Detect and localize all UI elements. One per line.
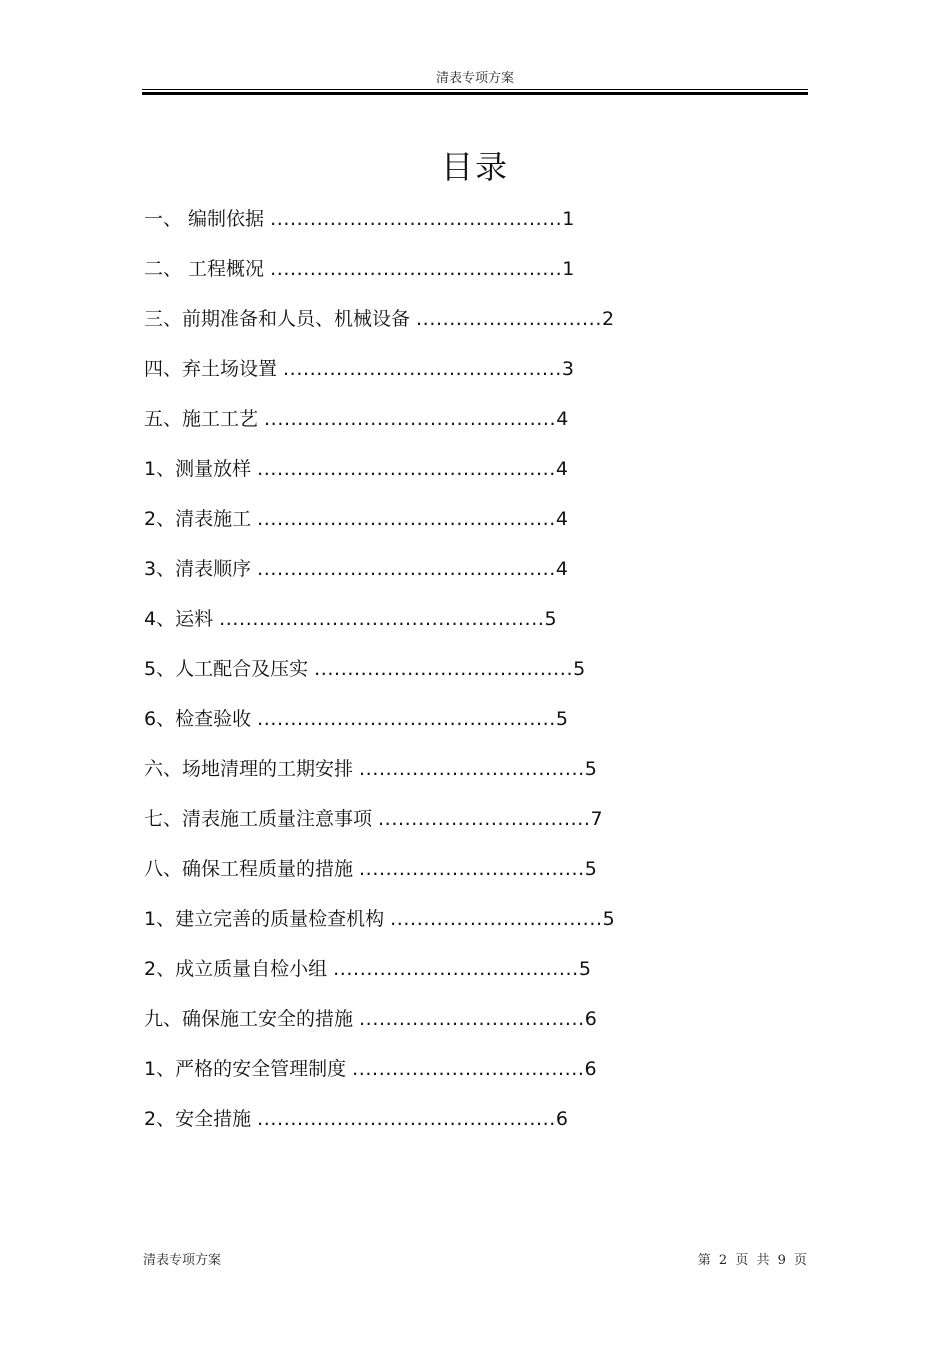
toc-dot-leader: .................................. [359, 758, 585, 780]
toc-entry-text: 3、清表顺序 [144, 558, 258, 580]
table-of-contents [144, 203, 804, 1153]
toc-entry-text: 二、 工程概况 [144, 258, 271, 280]
toc-dot-leader: ................................... [352, 1058, 585, 1080]
toc-page-number: 4 [555, 558, 569, 580]
toc-entry-text: 四、弃土场设置 [144, 358, 284, 380]
toc-entry[interactable] [144, 603, 804, 653]
toc-dot-leader: ............................................ [264, 408, 557, 430]
toc-entry[interactable] [144, 903, 804, 953]
toc-page-number: 5 [578, 958, 591, 980]
toc-entry-text: 九、确保施工安全的措施 [144, 1008, 360, 1030]
toc-title: 目录 [440, 148, 509, 186]
toc-entry[interactable] [144, 1053, 804, 1103]
toc-entry[interactable] [144, 1003, 804, 1053]
header-divider-thick [142, 92, 808, 95]
toc-page-number: 3 [561, 358, 575, 380]
toc-entry[interactable] [144, 953, 804, 1003]
toc-entry[interactable] [144, 753, 804, 803]
toc-entry-text: 4、运料 [144, 608, 220, 630]
page-header-title: 清表专项方案 [435, 71, 514, 86]
toc-entry[interactable] [144, 653, 804, 703]
toc-dot-leader: .................................. [359, 858, 585, 880]
toc-entry-text: 五、施工工艺 [144, 408, 265, 430]
page-footer-page-count: 第 2 页 共 9 页 [697, 1253, 807, 1268]
toc-entry-text: 1、建立完善的质量检查机构 [144, 908, 391, 930]
toc-entry[interactable] [144, 253, 804, 303]
toc-entry[interactable] [144, 403, 804, 453]
toc-entry[interactable] [144, 453, 804, 503]
toc-entry-text: 2、清表施工 [144, 508, 258, 530]
toc-page-number: 5 [584, 858, 597, 880]
header-divider-thin [142, 89, 808, 90]
toc-page-number: 6 [555, 1108, 569, 1130]
toc-entry[interactable] [144, 1103, 804, 1153]
toc-page-number: 5 [584, 758, 597, 780]
toc-dot-leader: ............................................ [270, 208, 563, 230]
toc-entry[interactable] [144, 703, 804, 753]
toc-entry-text: 5、人工配合及压实 [144, 658, 315, 680]
toc-dot-leader: ............................................. [257, 708, 556, 730]
toc-entry-text: 七、清表施工质量注意事项 [144, 808, 379, 830]
toc-dot-leader: .......................................... [283, 358, 562, 380]
toc-dot-leader: ............................................. [257, 558, 556, 580]
toc-page-number: 5 [602, 908, 615, 930]
toc-page-number: 4 [555, 508, 569, 530]
toc-page-number: 6 [584, 1008, 597, 1030]
toc-entry-text: 2、安全措施 [144, 1108, 258, 1130]
toc-entry-text: 六、场地清理的工期安排 [144, 758, 360, 780]
toc-dot-leader: ............................................ [270, 258, 563, 280]
toc-page-number: 4 [555, 458, 569, 480]
toc-page-number: 5 [544, 608, 557, 630]
toc-entry[interactable] [144, 303, 804, 353]
page-footer-title: 清表专项方案 [143, 1253, 222, 1268]
toc-entry[interactable] [144, 853, 804, 903]
toc-page-number: 2 [601, 308, 615, 330]
toc-entry-text: 三、前期准备和人员、机械设备 [144, 308, 417, 330]
toc-dot-leader: ................................................. [219, 608, 545, 630]
toc-dot-leader: ............................................. [257, 458, 556, 480]
toc-entry[interactable] [144, 803, 804, 853]
toc-dot-leader: ............................................. [257, 1108, 556, 1130]
toc-dot-leader: ..................................... [333, 958, 579, 980]
toc-page-number: 4 [556, 408, 569, 430]
toc-dot-leader: ................................ [378, 808, 591, 830]
toc-entry-text: 1、严格的安全管理制度 [144, 1058, 353, 1080]
toc-page-number: 5 [573, 658, 586, 680]
toc-dot-leader: ................................ [390, 908, 603, 930]
toc-entry[interactable] [144, 553, 804, 603]
toc-entry-text: 2、成立质量自检小组 [144, 958, 334, 980]
toc-dot-leader: ............................ [416, 308, 602, 330]
toc-entry[interactable] [144, 353, 804, 403]
toc-entry[interactable] [144, 503, 804, 553]
toc-page-number: 1 [562, 258, 575, 280]
toc-entry-text: 八、确保工程质量的措施 [144, 858, 360, 880]
toc-dot-leader: ............................................. [257, 508, 556, 530]
toc-page-number: 5 [555, 708, 569, 730]
toc-entry-text: 1、测量放样 [144, 458, 258, 480]
toc-dot-leader: ....................................... [314, 658, 574, 680]
toc-entry-text: 6、检查验收 [144, 708, 258, 730]
toc-page-number: 6 [584, 1058, 597, 1080]
toc-dot-leader: .................................. [359, 1008, 585, 1030]
toc-entry[interactable] [144, 203, 804, 253]
toc-page-number: 7 [590, 808, 603, 830]
toc-entry-text: 一、 编制依据 [144, 208, 271, 230]
toc-page-number: 1 [562, 208, 575, 230]
